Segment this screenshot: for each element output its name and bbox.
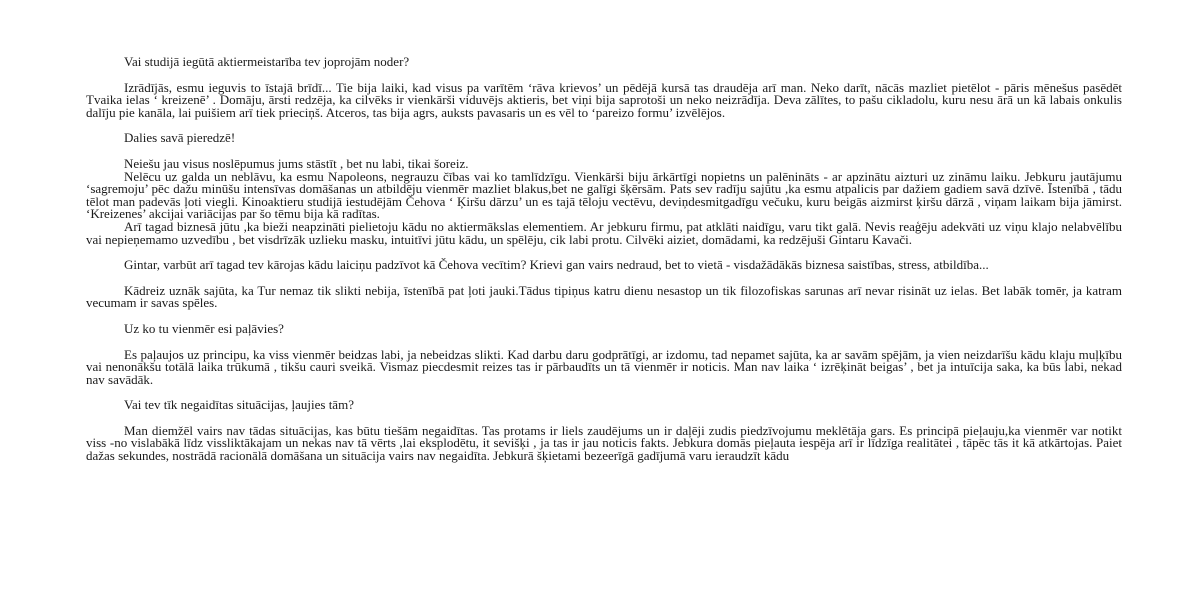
answer-5: Man diemžēl vairs nav tādas situācijas, kas būtu tiešām negaidītas. Tas protams ir liels zaudējums un ir daļēji zudis piedzīvojumu meklētāja gars. Es principā pieļauju,ka vienmēr var notikt viss -no vislabākā līdz vissliktākajam un nekas nav tā vērts ,lai eksplodētu, it sevišķi , ja tas ir jau noticis fakts. Jebkura domās pieļauta iespēja arī ir līdzīga realitātei , tāpēc tās it kā atkārtojas. Paiet dažas sekundes, nostrādā racionālā domāšana un situācija vairs nav negaidīta. Jebkurā šķietami bezeerīgā gadījumā varu ieraudzīt kādu	[86, 422, 1122, 464]
answer-2-intro: Neiešu jau visus noslēpumus jums stāstīt , bet nu labi, tikai šoreiz.	[124, 155, 469, 171]
answer-2-body: Nelēcu uz galda un neblāvu, ka esmu Napoleons, negrauzu čības vai ko tamlīdzīgu. Vienkārši biju ārkārtīgi nopietns un palēnināts - ar apzinātu aizturi uz zināmu laiku. Jebkuru jautājumu ‘sagremoju’ pēc dažu minūšu intensīvas domāšanas un atbildēju vienmēr mazliet blakus,bet ne galīgi šķērsām. Pats sev radīju sajūtu ,ka esmu atpalicis par dažiem gadiem savā dzīvē. Īstenībā , tādu tēlot man padevās ļoti viegli. Kinoaktieru studijā iestudējām Čehova ‘ Ķiršu dārzu’ un es tajā tēloju vectēvu, deviņdesmitgadīgu večuku, kuru beigās aizmirst ķiršu dārzā , viņam laikam bija jāmirst. ‘Kreizenes’ akcijai variācijas par šo tēmu bija kā radītas.	[86, 168, 1122, 222]
question-2: Dalies savā pieredzē!	[124, 130, 236, 146]
question-4: Uz ko tu vienmēr esi paļāvies?	[124, 320, 284, 336]
answer-1: Izrādījās, esmu ieguvis to īstajā brīdī... Tie bija laiki, kad visus pa varītēm ‘rāva krievos’ un pēdējā kursā tas draudēja arī man. Neko darīt, nācās mazliet pietēlot - pāris mēnešus pasēdēt Tvaika ielas ‘ kreizenē’ . Domāju, ārsti redzēja, ka cilvēks ir vienkārši viduvējs aktieris, bet viņi bija saprotoši un neko neizrādīja. Deva zālītes, to pašu cikladolu, kuru nesu ārā un kā labais onkulis dalīju pie kanāla, lai puišiem arī tiek prieciņš. Atceros, tas bija agrs, auksts pavasaris un es vēl to ‘pareizo formu’ izvēlējos.	[86, 79, 1122, 120]
question-3: Gintar, varbūt arī tagad tev kārojas kādu laiciņu padzīvot kā Čehova vecītim? Krievi gan vairs nedraud, bet to vietā - visdažādākās biznesa saistības, stress, atbildība...	[124, 257, 989, 273]
answer-2-business: Arī tagad biznesā jūtu ,ka bieži neapzināti pielietoju kādu no aktiermākslas elementiem. Ar jebkuru firmu, pat atklāti naidīgu, varu tikt galā. Nevis reaģēju adekvāti uz viņu klajo nelabvēlību vai nepieņemamo uzvedību , bet visdrīzāk uzlieku masku, intuitīvi jūtu kādu, un spēlēju, cik labi protu. Cilvēki aiziet, domādami, ka redzējuši Gintaru Kavači.	[86, 218, 1122, 247]
document-page	[86, 56, 1122, 476]
question-5: Vai tev tīk negaidītas situācijas, ļaujies tām?	[124, 397, 354, 413]
question-1: Vai studijā iegūtā aktiermeistarība tev joprojām noder?	[124, 54, 410, 69]
answer-3: Kādreiz uznāk sajūta, ka Tur nemaz tik slikti nebija, īstenībā pat ļoti jauki.Tādus tipiņus katru dienu nesastop un tik filozofiskas sarunas arī nevar risināt uz ielas. Bet labāk tomēr, ja katram vecumam ir savas spēles.	[86, 282, 1122, 311]
answer-4: Es paļaujos uz principu, ka viss vienmēr beidzas labi, ja nebeidzas slikti. Kad darbu daru godprātīgi, ar izdomu, tad nepamet sajūta, ka ar savām spējām, ja vien neizdarīšu kādu klaju muļķību vai nenonākšu totālā laika trūkumā , tikšu cauri sveikā. Vismaz piecdesmit reizes tas ir pārbaudīts un tā vienmēr ir noticis. Man nav laika ‘ izrēķināt beigas’ , bet ja intuīcija saka, ka būs labi, nekad nav savādāk.	[86, 346, 1122, 387]
